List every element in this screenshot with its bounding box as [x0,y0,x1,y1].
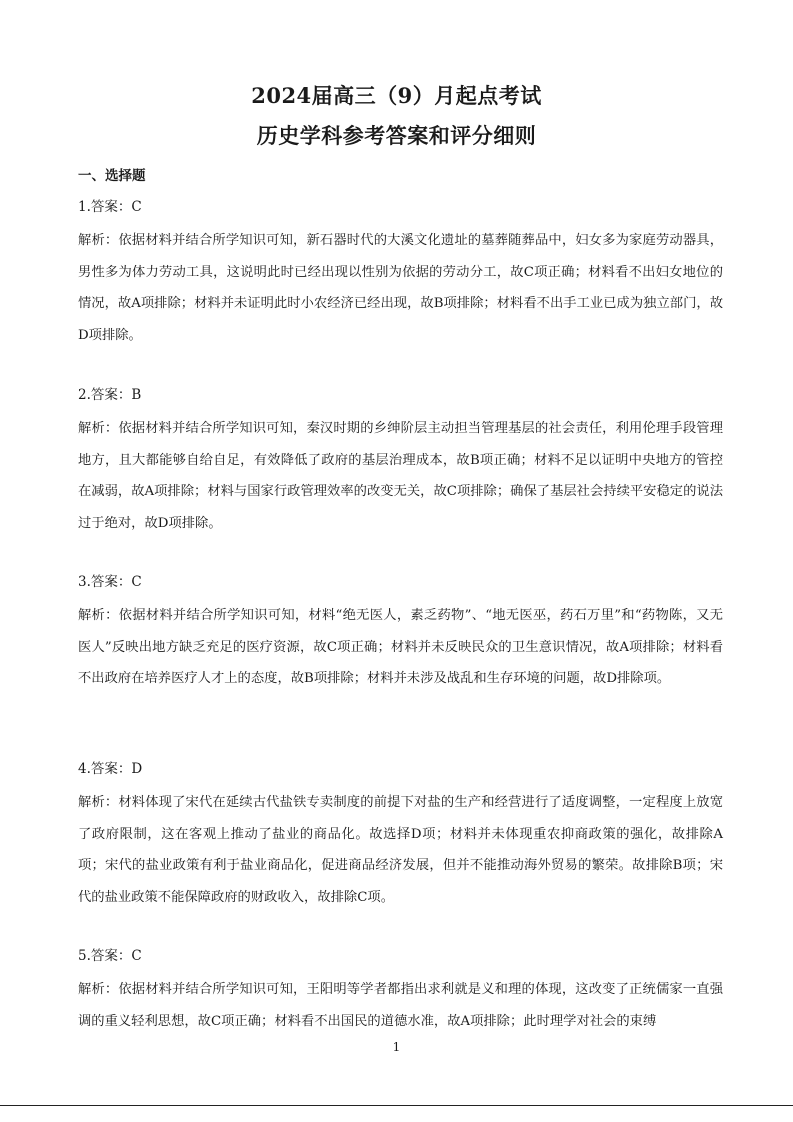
question-3 [78,572,723,695]
answer-explanation: 解析：材料体现了宋代在延续古代盐铁专卖制度的前提下对盐的生产和经营进行了适度调整，一定程度上放宽了政府限制，这在客观上推动了盐业的商品化。故选择D项；材料并未体现重农抑商政策的强化，故排除A项；宋代的盐业政策有利于盐业商品化，促进商品经济发展，但并不能推动海外贸易的繁荣。故排除B项；宋代的盐业政策不能保障政府的财政收入，故排除C项。 [78,795,723,905]
bottom-divider [0,1105,793,1106]
document-title: 2024届高三（9）月起点考试 [251,83,542,108]
page-number: 1 [392,1040,401,1054]
answer-explanation: 解析：依据材料并结合所学知识可知，新石器时代的大溪文化遗址的墓葬随葬品中，妇女多为家庭劳动器具，男性多为体力劳动工具，这说明此时已经出现以性别为依据的劳动分工，故C项正确；材料看不出妇女地位的情况，故A项排除；材料并未证明此时小农经济已经出现，故B项排除；材料看不出手工业已成为独立部门，故D项排除。 [78,233,723,343]
section-title: 一、选择题 [78,168,146,184]
question-1 [78,197,723,351]
answer-explanation: 解析：依据材料并结合所学知识可知，秦汉时期的乡绅阶层主动担当管理基层的社会责任，利用伦理手段管理地方，且大都能够自给自足，有效降低了政府的基层治理成本，故B项正确；材料不足以证明中央地方的管控在减弱，故A项排除；材料与国家行政管理效率的改变无关，故C项排除；确保了基层社会持续平安稳定的说法过于绝对，故D项排除。 [78,421,723,531]
question-4 [78,759,723,913]
answer-explanation: 解析：依据材料并结合所学知识可知，王阳明等学者都指出求利就是义和理的体现，这改变了正统儒家一直强调的重义轻利思想，故C项正确；材料看不出国民的道德水准，故A项排除；此时理学对社会的束缚 [78,982,723,1029]
answer-label: 2.答案：B [78,387,142,403]
answer-label: 5.答案：C [78,948,142,964]
answer-label: 3.答案：C [78,574,142,590]
answer-explanation: 解析：依据材料并结合所学知识可知，材料“绝无医人，素乏药物”、“地无医巫，药石万里”和“药物陈，又无医人”反映出地方缺乏充足的医疗资源，故C项正确；材料并未反映民众的卫生意识情况，故A项排除；材料看不出政府在培养医疗人才上的态度，故B项排除；材料并未涉及战乱和生存环境的问题，故D排除项。 [78,608,723,686]
answer-label: 4.答案：D [78,761,143,777]
answer-label: 1.答案：C [78,199,142,215]
question-2 [78,385,723,539]
document-subtitle: 历史学科参考答案和评分细则 [256,123,537,148]
question-5 [78,946,723,1037]
